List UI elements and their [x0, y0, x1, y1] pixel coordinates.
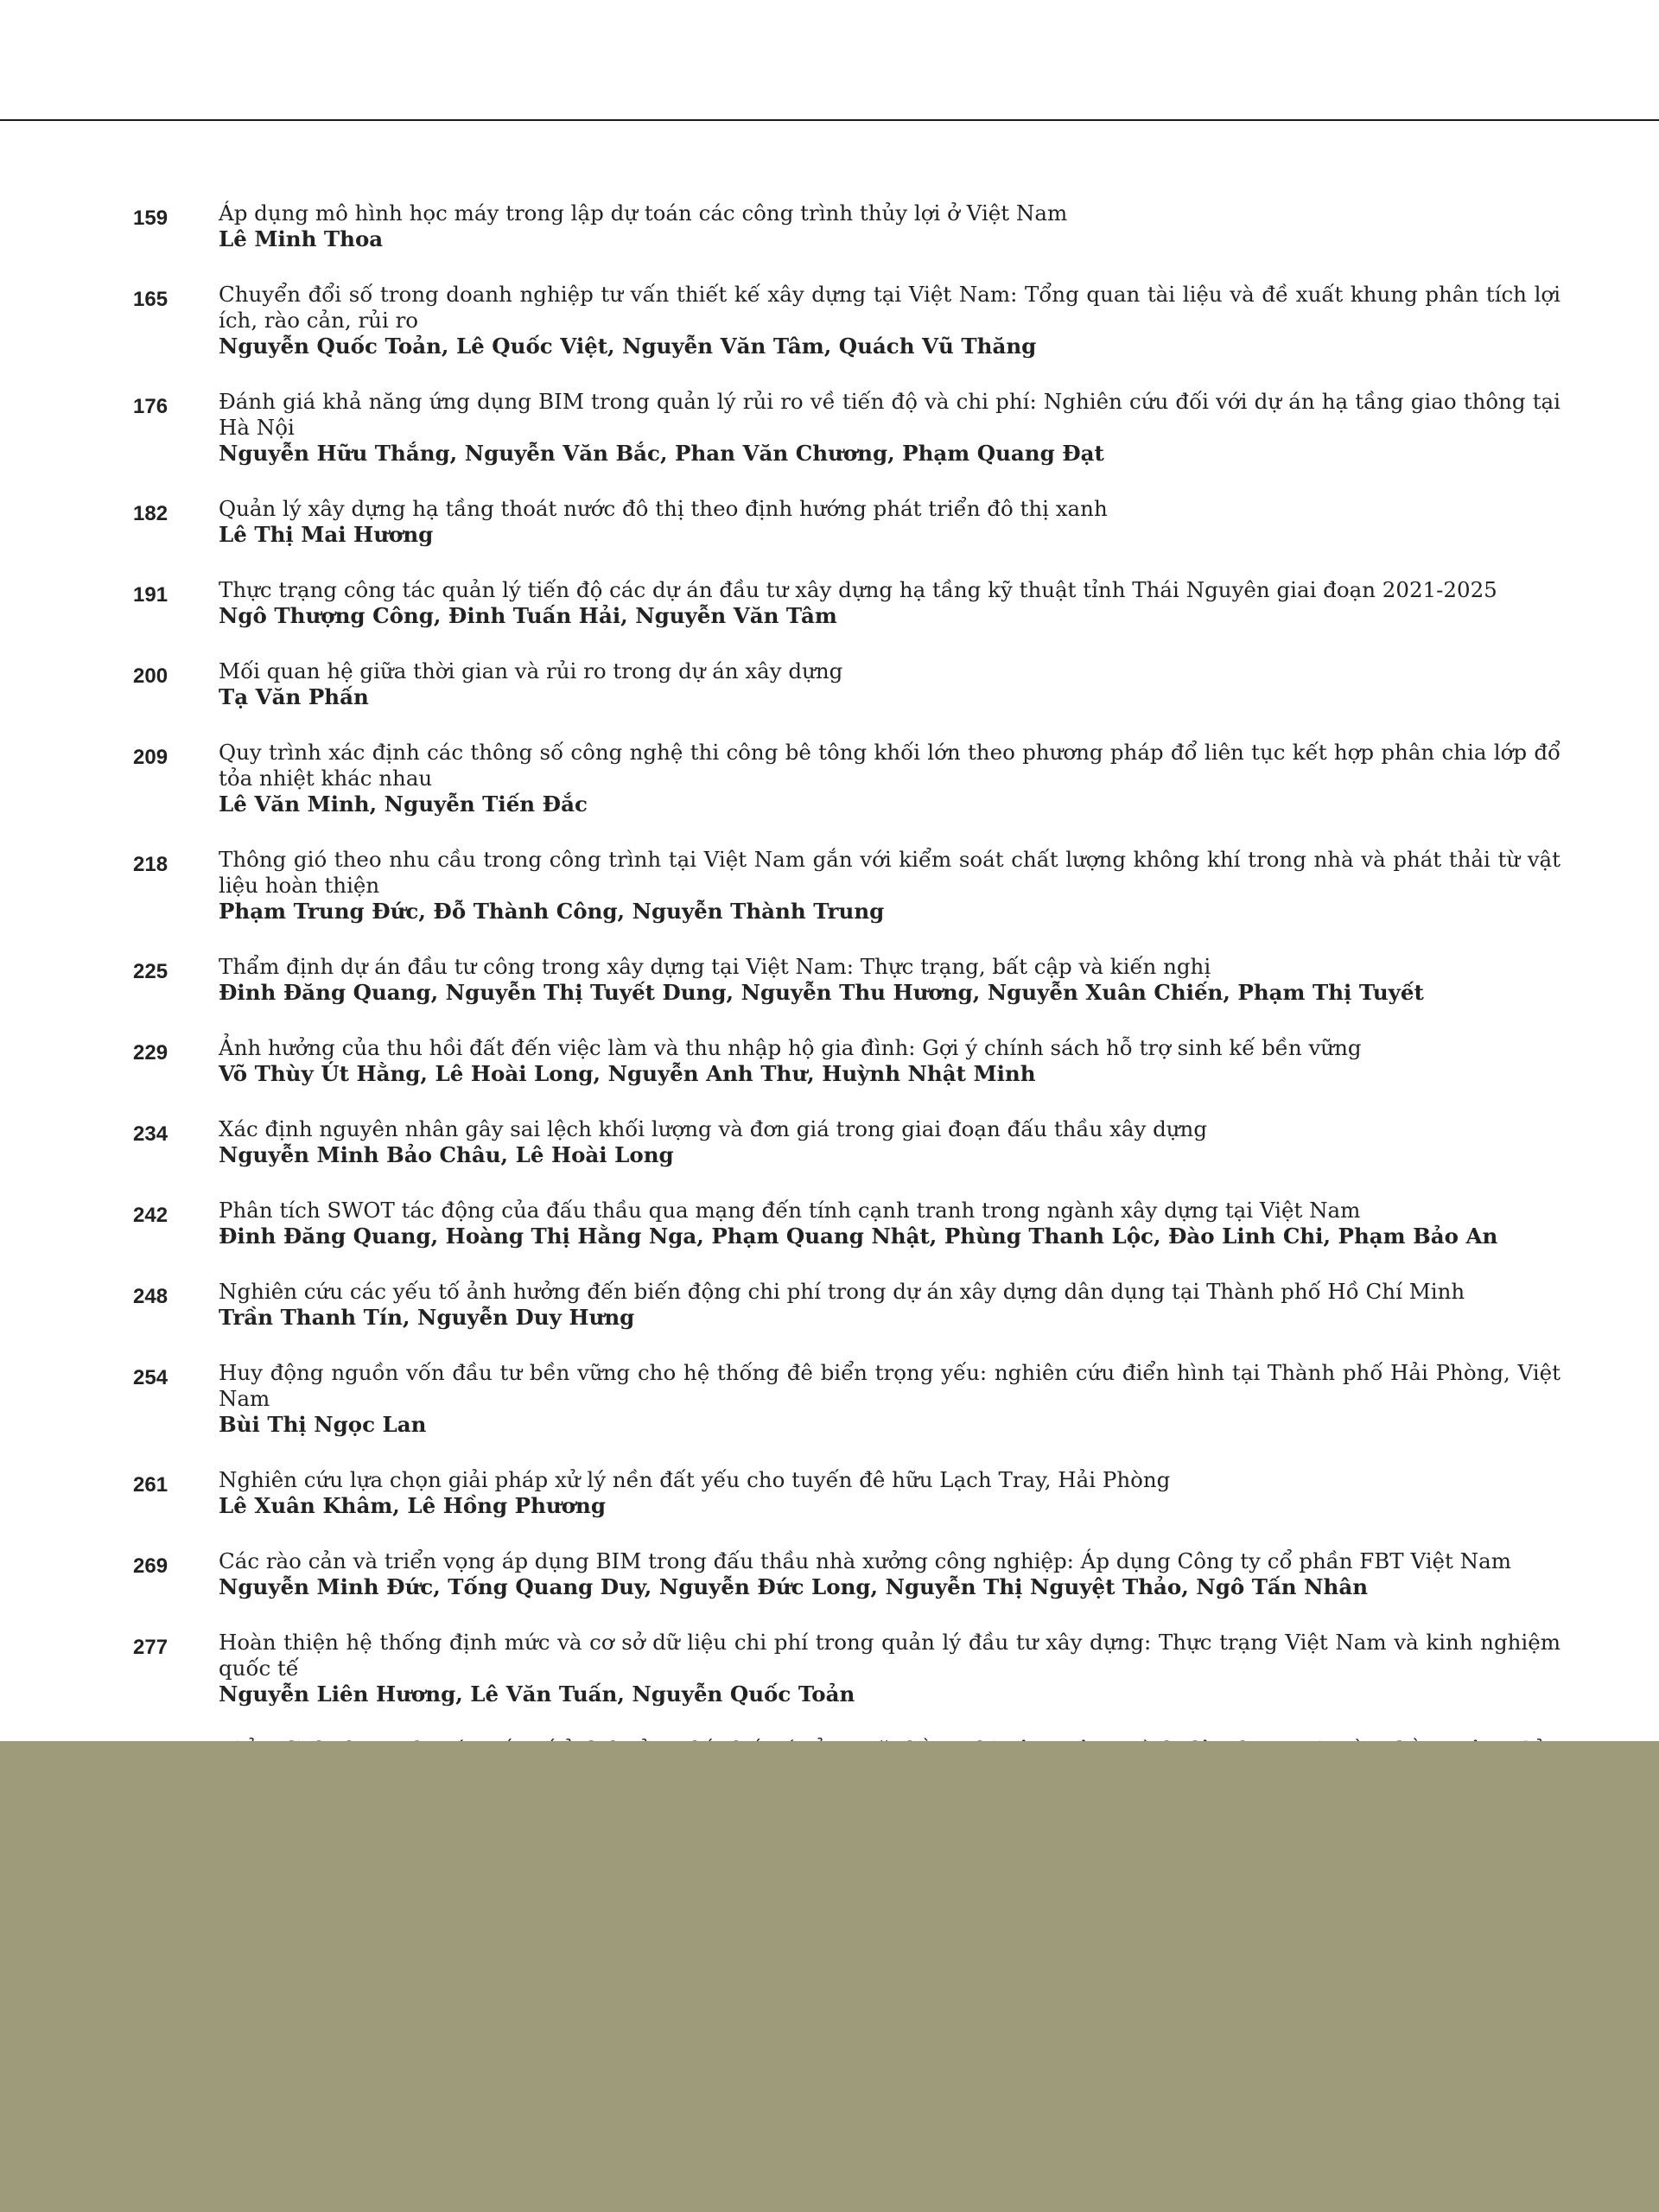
toc-article-authors: Lê Văn Minh, Nguyễn Tiến Đắc — [219, 791, 588, 817]
toc-page-number: 234 — [133, 1122, 168, 1146]
toc-page-number: 182 — [133, 502, 168, 525]
toc-article-authors: Đinh Đăng Quang, Hoàng Thị Hằng Nga, Phạm Quang Nhật, Phùng Thanh Lộc, Đào Linh Chi, Phạm Bảo An — [219, 1224, 1498, 1249]
toc-article-authors: Nguyễn Minh Bảo Châu, Lê Hoài Long — [219, 1142, 674, 1167]
toc-article-title: Các rào cản và triển vọng áp dụng BIM trong đấu thầu nhà xưởng công nghiệp: Áp dụng Công ty cổ phần FBT Việt Nam — [219, 1548, 1511, 1573]
toc-article-authors: Nguyễn Minh Đức, Tống Quang Duy, Nguyễn Đức Long, Nguyễn Thị Nguyệt Thảo, Ngô Tấn Nhân — [219, 1574, 1369, 1599]
toc-article-authors: Phạm Trung Đức, Đỗ Thành Công, Nguyễn Thành Trung — [219, 899, 885, 924]
toc-entry — [130, 954, 1560, 1006]
toc-article-title: Áp dụng mô hình học máy trong lập dự toán các công trình thủy lợi ở Việt Nam — [219, 200, 1068, 226]
toc-entry — [130, 282, 1560, 359]
toc-page-number: 209 — [133, 746, 168, 769]
toc-entry — [130, 200, 1560, 252]
toc-article-title: Mối quan hệ giữa thời gian và rủi ro trong dự án xây dựng — [219, 658, 843, 683]
toc-page-number: 261 — [133, 1473, 168, 1497]
header-rule — [0, 119, 1659, 121]
toc-article-title: Nghiên cứu lựa chọn giải pháp xử lý nền đất yếu cho tuyến đê hữu Lạch Tray, Hải Phòng — [219, 1467, 1171, 1492]
toc-page-number: 191 — [133, 583, 168, 607]
toc-entry — [130, 496, 1560, 548]
toc-entry — [130, 1198, 1560, 1249]
toc-entry — [130, 1116, 1560, 1168]
toc-article-title: Hoàn thiện hệ thống định mức và cơ sở dữ liệu chi phí trong quản lý đầu tư xây dựng: Thực trạng Việt Nam và kinh nghiệm quốc tế — [219, 1630, 1560, 1681]
toc-article-title: Quy trình xác định các thông số công nghệ thi công bê tông khối lớn theo phương pháp đổ liên tục kết hợp phân chia lớp đổ tỏa nhiệt khác nhau — [219, 740, 1560, 791]
toc-article-authors: Lê Xuân Khâm, Lê Hồng Phương — [219, 1493, 606, 1518]
toc-article-authors: Võ Thùy Út Hằng, Lê Hoài Long, Nguyễn Anh Thư, Huỳnh Nhật Minh — [219, 1061, 1036, 1086]
toc-page-number: 165 — [133, 288, 168, 311]
toc-article-authors: Nguyễn Liên Hương, Lê Văn Tuấn, Nguyễn Quốc Toản — [219, 1681, 855, 1707]
toc-article-title: Quản lý xây dựng hạ tầng thoát nước đô thị theo định hướng phát triển đô thị xanh — [219, 496, 1108, 521]
toc-page-number: 200 — [133, 664, 168, 688]
toc-page-number: 159 — [133, 207, 168, 230]
toc-article-authors: Nguyễn Quốc Toản, Lê Quốc Việt, Nguyễn Văn Tâm, Quách Vũ Thăng — [219, 334, 1037, 359]
toc-article-authors: Trần Thanh Tín, Nguyễn Duy Hưng — [219, 1305, 635, 1330]
toc-entry — [130, 577, 1560, 629]
toc-page-number: 269 — [133, 1554, 168, 1578]
toc-article-authors: Lê Thị Mai Hương — [219, 522, 434, 547]
toc-entry — [130, 847, 1560, 925]
toc-page-number: 225 — [133, 960, 168, 983]
toc-page-number: 242 — [133, 1204, 168, 1227]
toc-article-authors: Bùi Thị Ngọc Lan — [219, 1412, 427, 1437]
toc-page-number: 176 — [133, 395, 168, 418]
toc-article-title: Xác định nguyên nhân gây sai lệch khối lượng và đơn giá trong giai đoạn đấu thầu xây dựng — [219, 1116, 1208, 1141]
toc-article-authors: Nguyễn Hữu Thắng, Nguyễn Văn Bắc, Phan Văn Chương, Phạm Quang Đạt — [219, 441, 1104, 466]
toc-entry — [130, 1467, 1560, 1519]
toc-entry — [130, 740, 1560, 817]
toc-entry — [130, 1360, 1560, 1438]
toc-entry — [130, 1630, 1560, 1707]
toc-entry — [130, 658, 1560, 710]
toc-page-number: 248 — [133, 1285, 168, 1308]
table-of-contents — [130, 200, 1560, 1844]
toc-article-title: Phân tích SWOT tác động của đấu thầu qua mạng đến tính cạnh tranh trong ngành xây dựng tại Việt Nam — [219, 1198, 1361, 1223]
toc-article-authors: Ngô Thượng Công, Đinh Tuấn Hải, Nguyễn Văn Tâm — [219, 603, 837, 628]
toc-article-title: Nghiên cứu các yếu tố ảnh hưởng đến biến động chi phí trong dự án xây dựng dân dụng tại Thành phố Hồ Chí Minh — [219, 1279, 1465, 1304]
toc-entry — [130, 1548, 1560, 1600]
toc-entry — [130, 1279, 1560, 1331]
toc-article-title: Chuyển đổi số trong doanh nghiệp tư vấn thiết kế xây dựng tại Việt Nam: Tổng quan tài liệu và đề xuất khung phân tích lợi ích, rào cản, rủi ro — [219, 282, 1560, 333]
toc-article-authors: Đinh Đăng Quang, Nguyễn Thị Tuyết Dung, Nguyễn Thu Hương, Nguyễn Xuân Chiến, Phạm Thị Tuyết — [219, 980, 1424, 1005]
footer-band — [0, 1741, 1659, 2212]
toc-entry — [130, 1035, 1560, 1087]
toc-page-number: 254 — [133, 1366, 168, 1389]
toc-article-authors: Lê Minh Thoa — [219, 226, 384, 251]
toc-page-number: 277 — [133, 1636, 168, 1659]
toc-article-title: Thông gió theo nhu cầu trong công trình tại Việt Nam gắn với kiểm soát chất lượng không khí trong nhà và phát thải từ vật liệu hoàn thiện — [219, 847, 1560, 898]
toc-article-title: Thực trạng công tác quản lý tiến độ các dự án đầu tư xây dựng hạ tầng kỹ thuật tỉnh Thái Nguyên giai đoạn 2021-2025 — [219, 577, 1497, 602]
toc-article-authors: Tạ Văn Phấn — [219, 684, 369, 709]
toc-article-title: Thẩm định dự án đầu tư công trong xây dựng tại Việt Nam: Thực trạng, bất cập và kiến nghị — [219, 954, 1211, 979]
toc-page-number: 218 — [133, 853, 168, 876]
toc-article-title: Ảnh hưởng của thu hồi đất đến việc làm và thu nhập hộ gia đình: Gợi ý chính sách hỗ trợ sinh kế bền vững — [219, 1035, 1362, 1060]
toc-page-number: 229 — [133, 1041, 168, 1065]
toc-entry — [130, 389, 1560, 467]
toc-article-title: Huy động nguồn vốn đầu tư bền vững cho hệ thống đê biển trọng yếu: nghiên cứu điển hình tại Thành phố Hải Phòng, Việt Nam — [219, 1360, 1560, 1411]
toc-article-title: Đánh giá khả năng ứng dụng BIM trong quản lý rủi ro về tiến độ và chi phí: Nghiên cứu đối với dự án hạ tầng giao thông tại Hà Nội — [219, 389, 1560, 440]
